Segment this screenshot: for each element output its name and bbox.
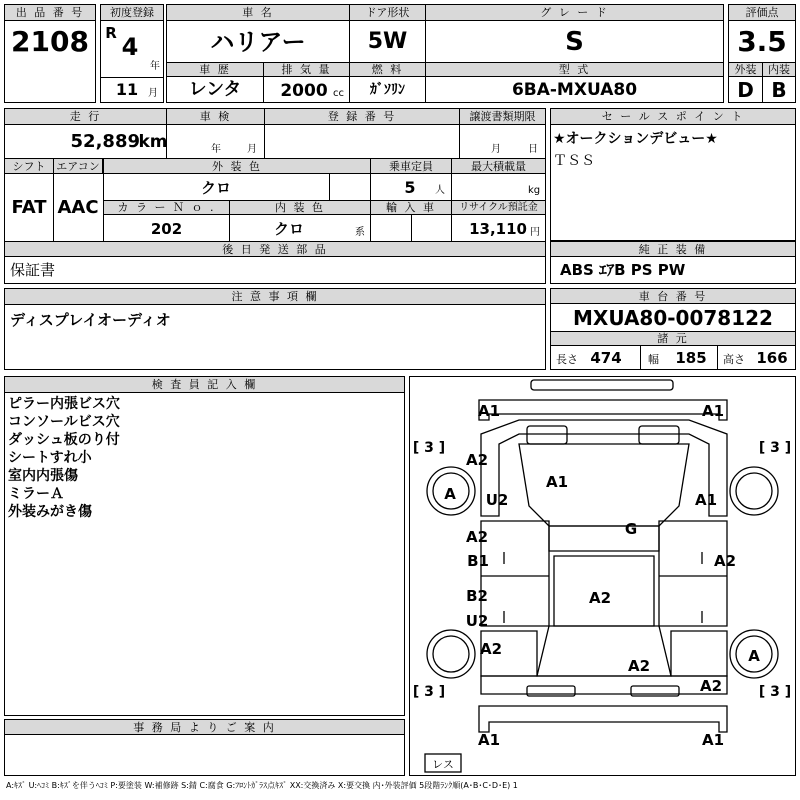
divider (264, 125, 265, 159)
spec-label: 諸 元 (550, 331, 796, 346)
transfer-label: 譲渡書類期限 (459, 108, 546, 125)
grade: S (565, 27, 584, 57)
capacity-unit: 人 (435, 185, 445, 196)
divider (329, 174, 330, 200)
right-door-shape (659, 521, 727, 626)
windshield-shape (519, 444, 689, 526)
load-unit: kg (528, 185, 541, 196)
recycle: 13,110 (469, 219, 527, 238)
shift: FAT (11, 197, 47, 218)
damage-mark: A (748, 647, 760, 665)
length: 474 (590, 348, 622, 367)
model-code: 6BA-MXUA80 (511, 79, 638, 100)
chassis-number: MXUA80-0078122 (573, 306, 773, 330)
transfer-day-unit: 日 (528, 144, 538, 155)
ext-grade: D (737, 78, 754, 102)
tire-depth: [ 3 ] (412, 684, 446, 700)
office-label: 事 務 局 よ り ご 案 内 (4, 719, 405, 735)
tire-depth: [ 3 ] (412, 440, 446, 456)
month-unit: 月 (148, 88, 158, 99)
damage-mark: A2 (479, 640, 503, 658)
era: R (105, 23, 117, 42)
caution-text: ディスプレイオーディオ (10, 311, 171, 329)
damage-mark: A1 (701, 731, 725, 749)
divider (640, 346, 641, 370)
recycle-label: リサイクル預託金 (451, 200, 546, 215)
displacement-label: 排 気 量 (263, 62, 350, 77)
tire-depth: [ 3 ] (758, 440, 792, 456)
capacity: 5 (404, 178, 416, 197)
divider (349, 21, 350, 63)
inspector-line: ピラー内張ビス穴 (8, 396, 120, 412)
divider (166, 125, 167, 159)
wheel-fr (730, 467, 778, 515)
int-grade-label: 内装 (762, 62, 796, 77)
damage-mark: A1 (545, 473, 569, 491)
cabin-front-shape (549, 526, 659, 551)
lot-number: 2108 (11, 25, 89, 58)
inspector-notes (8, 395, 120, 521)
equip: ABS ｴｱB PS PW (560, 260, 686, 279)
history-label: 車 歴 (166, 62, 264, 77)
inspector-line: コンソールビス穴 (8, 414, 120, 430)
headlight-left-shape (527, 426, 567, 444)
fuel-label: 燃 料 (349, 62, 426, 77)
grade-label: グ レ ー ド (425, 4, 724, 21)
lot-label: 出 品 番 号 (4, 4, 96, 21)
roof-bar-shape (531, 380, 673, 390)
front-bumper-shape (479, 400, 727, 420)
divider (263, 77, 264, 103)
int-color: クロ (273, 219, 304, 238)
divider (229, 215, 230, 242)
inspector-line: 外装みがき傷 (8, 504, 92, 520)
int-color-label: 内 装 色 (229, 200, 371, 215)
damage-mark: A1 (477, 402, 501, 420)
divider (451, 200, 452, 242)
damage-mark: A1 (701, 402, 725, 420)
reg-year: 4 (121, 33, 139, 61)
ac: AAC (57, 197, 99, 218)
later-parts-label: 後 日 発 送 部 品 (4, 241, 546, 257)
damage-mark: A2 (588, 589, 612, 607)
reg-month: 11 (115, 80, 139, 99)
length-label: 長さ (556, 353, 578, 366)
colorno: 202 (150, 219, 183, 238)
inspection-label: 車 検 (166, 108, 265, 125)
name-label: 車 名 (166, 4, 350, 21)
inspector-line: 室内内張傷 (8, 468, 78, 484)
caution-label: 注 意 事 項 欄 (4, 288, 546, 305)
mileage-label: 走 行 (4, 108, 167, 125)
divider (425, 21, 426, 63)
rear-right-shape (671, 631, 727, 676)
history: レンタ (188, 79, 242, 100)
door-type: 5W (367, 29, 408, 54)
divider (459, 125, 460, 159)
score-label: 評価点 (728, 4, 796, 21)
tire-depth: [ 3 ] (758, 684, 792, 700)
damage-mark: A1 (694, 491, 718, 509)
ext-color: クロ (200, 178, 231, 197)
later-parts: 保証書 (10, 260, 56, 279)
rear-window-shape (537, 626, 671, 676)
divider (451, 174, 452, 200)
door-label: ドア形状 (349, 4, 426, 21)
load-label: 最大積載量 (451, 158, 546, 174)
damage-mark: A1 (477, 731, 501, 749)
divider (425, 77, 426, 103)
damage-mark: B2 (466, 587, 488, 605)
insp-year-unit: 年 (211, 144, 221, 155)
spare-text: レス (432, 758, 454, 771)
divider (53, 174, 54, 242)
sales-line-2: ＴＳＳ (553, 153, 595, 169)
insp-month-unit: 月 (247, 144, 257, 155)
capacity-label: 乗車定員 (370, 158, 452, 174)
displacement-unit: cc (333, 88, 344, 99)
damage-mark: A2 (699, 677, 723, 695)
damage-mark: G (624, 520, 638, 538)
divider (349, 77, 350, 103)
ext-color-label: 外 装 色 (103, 158, 371, 174)
inspector-line: ダッシュ板のり付 (8, 432, 120, 448)
front-body-shape (481, 420, 727, 516)
divider (100, 77, 164, 78)
rear-panel-shape (481, 676, 727, 694)
score: 3.5 (737, 25, 787, 58)
damage-mark: U2 (485, 491, 509, 509)
sales-point-box (550, 108, 796, 241)
headlight-right-shape (639, 426, 679, 444)
regno-label: 登 録 番 号 (264, 108, 460, 125)
model-label: 型 式 (425, 62, 724, 77)
damage-mark: B1 (467, 552, 489, 570)
import-label: 輸 入 車 (370, 200, 452, 215)
sales-point-label: セ ー ル ス ポ イ ン ト (550, 108, 796, 125)
mileage: 52,889 (70, 131, 140, 152)
height-label: 高さ (723, 353, 745, 366)
inspector-line: シートすれ小 (8, 450, 92, 466)
year-unit: 年 (150, 61, 160, 72)
mileage-unit: km (138, 131, 168, 152)
divider (762, 77, 763, 103)
damage-mark: A (444, 485, 456, 503)
chassis-label: 車 台 番 号 (550, 288, 796, 304)
sales-line-1: ★オークションデビュー★ (553, 131, 718, 147)
divider (717, 346, 718, 370)
damage-mark: A2 (627, 657, 651, 675)
damage-mark: A2 (713, 552, 737, 570)
width-label: 幅 (648, 353, 659, 366)
damage-mark: A2 (465, 528, 489, 546)
equip-label: 純 正 装 備 (550, 241, 796, 257)
divider (411, 215, 412, 242)
displacement: 2000 (280, 80, 328, 101)
wheel-rl (427, 630, 475, 678)
width: 185 (675, 348, 707, 367)
first-reg-label: 初度登録 (100, 4, 164, 21)
car-name: ハリアー (210, 28, 306, 56)
transfer-month-unit: 月 (491, 144, 501, 155)
int-color-unit: 系 (355, 227, 365, 238)
ac-label: エアコン (53, 158, 103, 174)
recycle-unit: 円 (530, 227, 540, 238)
shift-label: シフト (4, 158, 54, 174)
inspector-label: 検 査 員 記 入 欄 (4, 376, 405, 393)
legend: A:ｷｽﾞ U:ﾍｺﾐ B:ｷｽﾞを伴うﾍｺﾐ P:要塗装 W:補修跡 S:錆 C:腐食 G:ﾌﾛﾝﾄｶﾞﾗｽ点ｷｽﾞ XX:交換済み X:要交換 内･外装評価 5段階ﾗﾝｸ順(A･B･C･D･E) 1 (6, 781, 518, 790)
left-door-shape (481, 521, 549, 626)
inspector-line: ミラーＡ (8, 486, 64, 502)
car-diagram (409, 376, 796, 776)
rear-bumper-shape (479, 706, 727, 732)
int-grade: B (771, 78, 787, 102)
ext-grade-label: 外装 (728, 62, 763, 77)
damage-mark: A2 (465, 451, 489, 469)
colorno-label: カ ラ ー Ｎ ｏ . (103, 200, 230, 215)
wheel-rl-inner (433, 636, 469, 672)
wheel-fr-inner (736, 473, 772, 509)
damage-mark: U2 (465, 612, 489, 630)
fuel: ｶﾞｿﾘﾝ (370, 82, 405, 98)
height: 166 (756, 348, 788, 367)
